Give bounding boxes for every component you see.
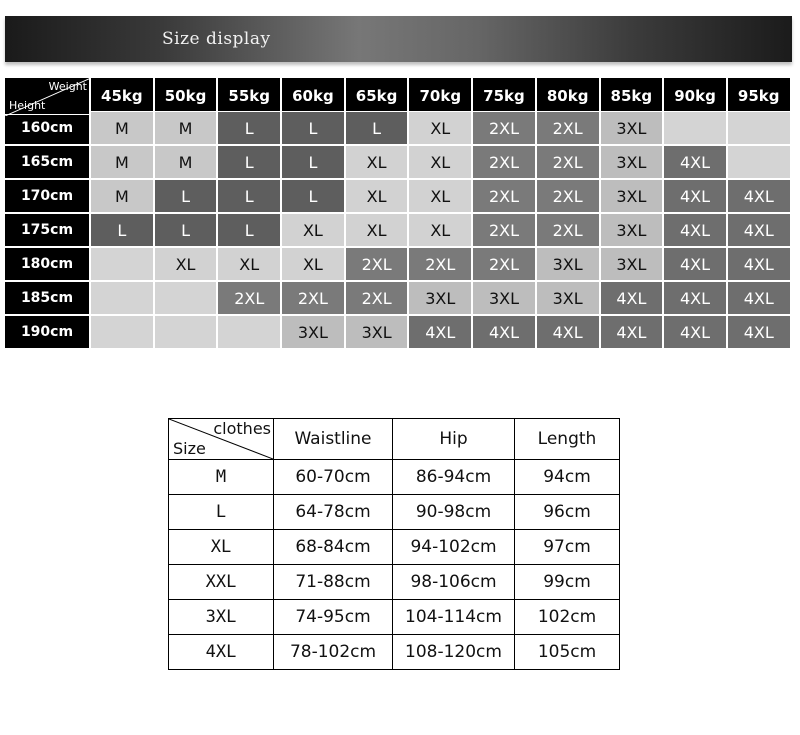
size-cell: 4XL — [663, 145, 727, 179]
height-label: 175cm — [4, 213, 90, 247]
weight-header: 80kg — [536, 77, 600, 115]
size-cell: 4XL — [600, 315, 664, 349]
size-cell: 2XL — [217, 281, 281, 315]
size-cell: 2XL — [472, 247, 536, 281]
size-cell: 3XL — [536, 247, 600, 281]
hip-value: 86-94cm — [393, 460, 515, 495]
measurement-row — [169, 530, 620, 565]
size-cell — [90, 315, 154, 349]
height-label: 185cm — [4, 281, 90, 315]
size-label: Size — [173, 439, 206, 458]
size-cell: 3XL — [536, 281, 600, 315]
size-cell: 4XL — [536, 315, 600, 349]
waistline-value: 68-84cm — [274, 530, 393, 565]
size-cell: XL — [345, 213, 409, 247]
size-cell — [727, 145, 791, 179]
size-cell: 3XL — [345, 315, 409, 349]
size-cell: 2XL — [536, 213, 600, 247]
waistline-value: 74-95cm — [274, 600, 393, 635]
height-label: 160cm — [4, 111, 90, 145]
size-cell — [217, 315, 281, 349]
size-cell: L — [281, 179, 345, 213]
size-cell: L — [90, 213, 154, 247]
weight-header: 95kg — [727, 77, 791, 115]
size-cell — [663, 111, 727, 145]
size-cell: 4XL — [727, 281, 791, 315]
size-cell: L — [217, 179, 281, 213]
hip-value: 94-102cm — [393, 530, 515, 565]
size-cell — [90, 247, 154, 281]
hip-value: 98-106cm — [393, 565, 515, 600]
size-chart-row — [4, 145, 791, 179]
size-cell: M — [90, 145, 154, 179]
size-cell: XL — [345, 145, 409, 179]
size-cell: 2XL — [536, 111, 600, 145]
size-display-banner — [5, 16, 792, 62]
weight-header-row — [4, 77, 791, 111]
size-cell: 2XL — [472, 213, 536, 247]
size-cell: 2XL — [536, 179, 600, 213]
size-cell: 4XL — [727, 213, 791, 247]
measurement-row — [169, 495, 620, 530]
hip-value: 104-114cm — [393, 600, 515, 635]
size-cell — [727, 111, 791, 145]
weight-header: 75kg — [472, 77, 536, 115]
size-cell: M — [154, 111, 218, 145]
size-cell — [154, 281, 218, 315]
size-cell: L — [345, 111, 409, 145]
hip-value: 90-98cm — [393, 495, 515, 530]
weight-header: 65kg — [345, 77, 409, 115]
size-value: M — [169, 460, 274, 495]
clothes-size-corner — [169, 419, 274, 460]
size-cell: XL — [408, 213, 472, 247]
size-cell: 4XL — [600, 281, 664, 315]
size-cell: XL — [154, 247, 218, 281]
size-cell: 4XL — [727, 247, 791, 281]
size-cell: 3XL — [281, 315, 345, 349]
measurement-table — [168, 418, 620, 670]
height-label: 190cm — [4, 315, 90, 349]
size-cell: 3XL — [600, 111, 664, 145]
size-cell: XL — [408, 145, 472, 179]
size-chart-row — [4, 179, 791, 213]
size-cell: 3XL — [600, 179, 664, 213]
size-cell: XL — [408, 111, 472, 145]
length-value: 102cm — [515, 600, 620, 635]
weight-header: 85kg — [600, 77, 664, 115]
size-cell: 2XL — [345, 247, 409, 281]
size-cell: L — [281, 145, 345, 179]
size-cell — [154, 315, 218, 349]
size-cell: 4XL — [663, 247, 727, 281]
size-chart-row — [4, 247, 791, 281]
size-cell: 2XL — [281, 281, 345, 315]
waistline-value: 64-78cm — [274, 495, 393, 530]
waistline-value: 78-102cm — [274, 635, 393, 670]
size-cell: 2XL — [536, 145, 600, 179]
size-cell: XL — [281, 213, 345, 247]
size-cell: 2XL — [472, 179, 536, 213]
length-value: 99cm — [515, 565, 620, 600]
size-cell: 2XL — [472, 145, 536, 179]
length-value: 97cm — [515, 530, 620, 565]
measurement-row — [169, 635, 620, 670]
size-cell: XL — [281, 247, 345, 281]
size-cell: 4XL — [472, 315, 536, 349]
size-cell: 4XL — [727, 315, 791, 349]
size-cell: XL — [408, 179, 472, 213]
hip-header: Hip — [393, 419, 515, 460]
size-chart-grid — [4, 77, 791, 356]
size-cell: 4XL — [727, 179, 791, 213]
size-cell: 4XL — [663, 179, 727, 213]
size-value: XL — [169, 530, 274, 565]
height-label: 165cm — [4, 145, 90, 179]
size-cell: L — [217, 213, 281, 247]
size-cell: 3XL — [600, 247, 664, 281]
measurement-row — [169, 600, 620, 635]
size-value: XXL — [169, 565, 274, 600]
size-cell: XL — [345, 179, 409, 213]
clothes-label: clothes — [213, 419, 271, 438]
waistline-value: 71-88cm — [274, 565, 393, 600]
weight-header: 50kg — [154, 77, 218, 115]
hip-value: 108-120cm — [393, 635, 515, 670]
size-cell: 4XL — [663, 315, 727, 349]
height-label: 170cm — [4, 179, 90, 213]
size-cell: 2XL — [472, 111, 536, 145]
size-cell: M — [90, 111, 154, 145]
size-cell: 3XL — [600, 145, 664, 179]
size-cell: L — [217, 145, 281, 179]
height-axis-label: Height — [9, 99, 46, 112]
weight-header: 90kg — [663, 77, 727, 115]
size-cell: 4XL — [408, 315, 472, 349]
size-cell — [90, 281, 154, 315]
size-cell: 3XL — [408, 281, 472, 315]
weight-header: 60kg — [281, 77, 345, 115]
weight-header: 70kg — [408, 77, 472, 115]
size-cell: M — [154, 145, 218, 179]
size-cell: L — [154, 213, 218, 247]
length-value: 94cm — [515, 460, 620, 495]
size-cell: 3XL — [472, 281, 536, 315]
size-cell: 4XL — [663, 281, 727, 315]
waistline-value: 60-70cm — [274, 460, 393, 495]
weight-axis-label: Weight — [48, 80, 87, 93]
measurement-row — [169, 460, 620, 495]
size-chart-row — [4, 111, 791, 145]
size-chart-row — [4, 315, 791, 349]
banner-title: Size display — [162, 29, 271, 49]
length-value: 96cm — [515, 495, 620, 530]
height-label: 180cm — [4, 247, 90, 281]
size-cell: XL — [217, 247, 281, 281]
size-cell: 2XL — [408, 247, 472, 281]
size-value: 3XL — [169, 600, 274, 635]
length-value: 105cm — [515, 635, 620, 670]
size-cell: M — [90, 179, 154, 213]
weight-header: 45kg — [90, 77, 154, 115]
size-cell: 4XL — [663, 213, 727, 247]
weight-header: 55kg — [217, 77, 281, 115]
measurement-row — [169, 565, 620, 600]
size-value: 4XL — [169, 635, 274, 670]
size-chart-row — [4, 281, 791, 315]
size-cell: L — [217, 111, 281, 145]
size-value: L — [169, 495, 274, 530]
size-chart-row — [4, 213, 791, 247]
length-header: Length — [515, 419, 620, 460]
size-cell: 2XL — [345, 281, 409, 315]
waistline-header: Waistline — [274, 419, 393, 460]
weight-height-corner — [4, 77, 90, 115]
measurement-header-row — [169, 419, 620, 460]
size-cell: L — [154, 179, 218, 213]
size-cell: 3XL — [600, 213, 664, 247]
size-cell: L — [281, 111, 345, 145]
